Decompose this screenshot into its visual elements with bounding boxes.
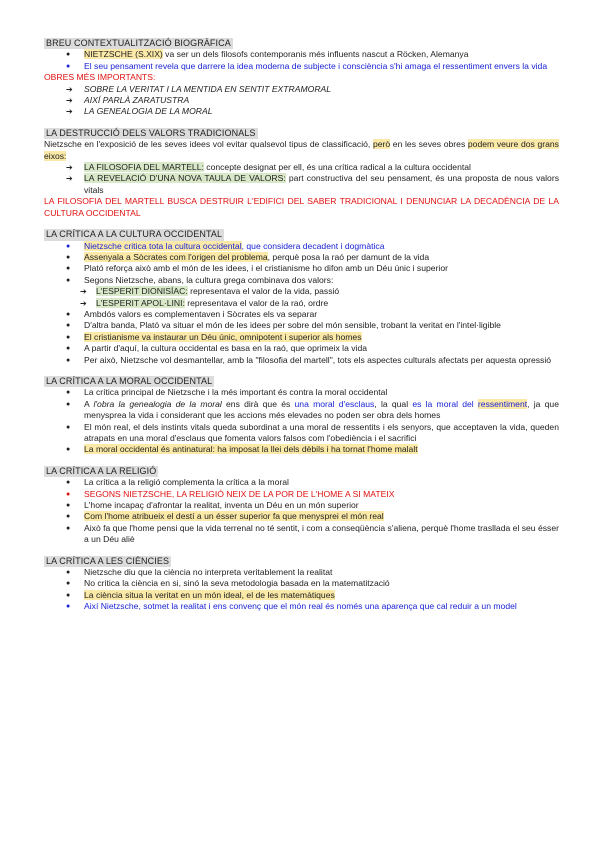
section-destruccio (44, 128, 559, 219)
list-item: ➔ LA GENEALOGIA DE LA MORAL (66, 106, 213, 117)
bullet-icon: ● (66, 265, 71, 273)
section-heading: LA DESTRUCCIÓ DELS VALORS TRADICIONALS (46, 127, 256, 138)
bullet-icon: ● (66, 479, 71, 487)
list-item: ● A l'obra la genealogia de la moral ens dirà que és una moral d'esclaus, la qual es la moral del ressentiment, ja que menysprea la vida i considerant que les accions més elevades no poden ser obra dels homes (66, 398, 559, 421)
list-item: ➔ AIXÍ PARLÀ ZARATUSTRA (66, 95, 190, 106)
paragraph: Nietzsche en l'exposició de les seves idees vol evitar qualsevol tipus de classificació, però en les seves obres podem veure dos grans eixos: (44, 139, 559, 161)
bullet-icon: ● (66, 400, 71, 408)
arrow-icon: ➔ (80, 287, 87, 297)
list-item: ➔ L'ESPERIT DIONISÍAC: representava el valor de la vida, passió (80, 286, 340, 297)
list-item: ➔ LA FILOSOFIA DEL MARTELL: concepte designat per ell, és una crítica radical a la cultura occidental (66, 162, 471, 173)
list-item: ● NIETZSCHE (S.XIX) va ser un dels filosofs contemporanis més influents nascut a Röcken, Alemanya (66, 49, 469, 60)
section-cultura (44, 229, 559, 366)
list-item: ● Segons Nietzsche, abans, la cultura grega combinava dos valors: (66, 274, 334, 285)
bullet-icon: ● (66, 513, 71, 521)
list-item: ● El seu pensament revela que darrere la idea moderna de subjecte i consciència s'hi amaga el ressentiment envers la vida (66, 60, 548, 71)
arrow-icon: ➔ (66, 96, 73, 106)
list-item: ● Plató reforça això amb el món de les idees, i el cristianisme ho difon amb un Déu únic i superior (66, 263, 448, 274)
list-item: ● La crítica a la religió complementa la crítica a la moral (66, 477, 289, 488)
bullet-icon: ● (66, 502, 71, 510)
section-heading: LA CRÍTICA A LA RELIGIÓ (46, 465, 157, 476)
bullet-icon: ● (66, 356, 71, 364)
list-item: ● La ciència situa la veritat en un món ideal, el de les matemàtiques (66, 589, 335, 600)
list-item: ● El cristianisme va instaurar un Déu únic, omnipotent i superior als homes (66, 331, 362, 342)
section-heading: LA CRÍTICA A LES CIÈNCIES (46, 555, 170, 566)
document-page (44, 38, 559, 623)
bullet-icon: ● (66, 580, 71, 588)
bullet-icon: ● (66, 276, 71, 284)
red-paragraph: LA FILOSOFIA DEL MARTELL BUSCA DESTRUIR L'EDIFICI DEL SABER TRADICIONAL I DENUNCIAR LA DECADÈNCIA DE LA CULTURA OCCIDENTAL (44, 196, 559, 218)
section-religio (44, 466, 559, 546)
section-biografia (44, 38, 559, 118)
bullet-icon: ● (66, 446, 71, 454)
list-item: ● Nietzsche diu que la ciència no interpreta veritablement la realitat (66, 567, 333, 578)
bullet-icon: ● (66, 345, 71, 353)
bullet-icon: ● (66, 490, 71, 498)
list-item: ● Nietzsche critica tota la cultura occidental, que considera decadent i dogmàtica (66, 240, 385, 251)
arrow-icon: ➔ (80, 298, 87, 308)
bullet-icon: ● (66, 253, 71, 261)
bullet-icon: ● (66, 423, 71, 431)
list-item: ● Per això, Nietzsche vol desmantellar, amb la "filosofia del martell", tots els aspectes culturals afectats per aquesta opressió (66, 354, 552, 365)
bullet-icon: ● (66, 591, 71, 599)
list-item: ● D'altra banda, Plató va situar el món de les idees per sobre del món sensible, trobant la veritat en l'intel·ligible (66, 320, 501, 331)
list-item: ● Ambdós valors es complementaven i Sòcrates els va separar (66, 308, 318, 319)
list-item: ● Així Nietzsche, sotmet la realitat i ens convenç que el món real és només una aparença que cal reduir a un model (66, 601, 517, 612)
bullet-icon: ● (66, 569, 71, 577)
bullet-icon: ● (66, 62, 71, 70)
list-item: ● La moral occidental és antinatural: ha imposat la llei dels dèbils i ha tornat l'home malalt (66, 444, 418, 455)
section-ciencies (44, 556, 559, 613)
list-item: ● A partir d'aquí, la cultura occidental es basa en la raó, que oprimeix la vida (66, 343, 368, 354)
section-heading: LA CRÍTICA A LA CULTURA OCCIDENTAL (46, 229, 223, 240)
list-item: ● No critica la ciència en si, sinó la seva metodologia basada en la matematització (66, 578, 390, 589)
arrow-icon: ➔ (66, 174, 73, 184)
works-title: OBRES MÉS IMPORTANTS: (44, 72, 156, 83)
bullet-icon: ● (66, 51, 71, 59)
list-item: ● Assenyala a Sòcrates com l'origen del problema, perquè posa la raó per damunt de la vida (66, 251, 430, 262)
section-heading: BREU CONTEXTUALITZACIÓ BIOGRÀFICA (46, 38, 231, 48)
bullet-icon: ● (66, 322, 71, 330)
list-item: ➔ LA REVELACIÓ D'UNA NOVA TAULA DE VALORS: part constructiva del seu pensament, és una proposta de nous valors vitals (66, 173, 559, 195)
bullet-icon: ● (66, 603, 71, 611)
list-item: ➔ L'ESPERIT APOL·LINI: representava el valor de la raó, ordre (80, 297, 329, 308)
list-item: ● L'home incapaç d'afrontar la realitat, inventa un Déu en un món superior (66, 500, 359, 511)
list-item: ● Com l'home atribueix el destí a un ésser superior fa que menysprei el món real (66, 511, 384, 522)
arrow-icon: ➔ (66, 107, 73, 117)
bullet-icon: ● (66, 333, 71, 341)
section-moral (44, 376, 559, 456)
arrow-icon: ➔ (66, 163, 73, 173)
list-item: ➔ SOBRE LA VERITAT I LA MENTIDA EN SENTIT EXTRAMORAL (66, 83, 332, 94)
list-item: ● Això fa que l'home pensi que la vida terrenal no té sentit, i com a conseqüència s'aliena, perquè l'home trasllada el seu ésser a un Déu aliè (66, 522, 559, 545)
list-item: ● El món real, el dels instints vitals queda subordinat a una moral de ressentits i els senyors, que acceptaven la vida, queden atrapats en una moral d'esclaus que fomenta valors falsos com l'obediència i el sacrifici (66, 421, 559, 443)
arrow-icon: ➔ (66, 84, 73, 94)
list-item: ● SEGONS NIETZSCHE, LA RELIGIÓ NEIX DE LA POR DE L'HOME A SI MATEIX (66, 488, 395, 499)
section-heading: LA CRÍTICA A LA MORAL OCCIDENTAL (46, 375, 213, 386)
bullet-icon: ● (66, 524, 71, 532)
bullet-icon: ● (66, 389, 71, 397)
bullet-icon: ● (66, 310, 71, 318)
bullet-icon: ● (66, 242, 71, 250)
list-item: ● La crítica principal de Nietzsche i la més important és contra la moral occidental (66, 387, 388, 398)
